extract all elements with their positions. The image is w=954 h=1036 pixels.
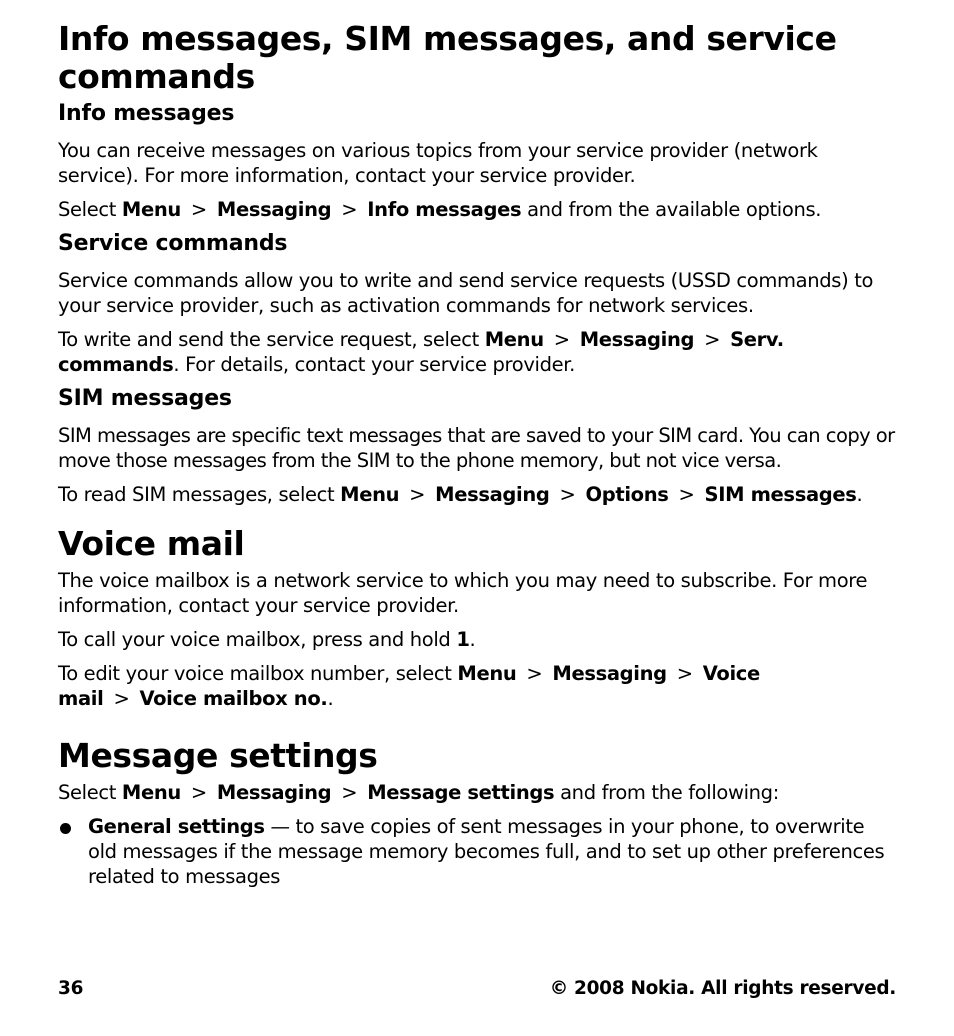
info-messages-text: You can receive messages on various topics from your service provider (network service). For more information, contact your service provider. xyxy=(58,139,818,187)
path-separator: > xyxy=(341,781,358,804)
message-settings-path: Select Menu > Messaging > Message settings and from the following: xyxy=(58,781,779,804)
path-step: Menu xyxy=(121,198,181,221)
page-footer xyxy=(58,978,896,999)
copyright-notice: © 2008 Nokia. All rights reserved. xyxy=(549,978,896,999)
list-item xyxy=(58,814,898,889)
section-title-voice-mail: Voice mail xyxy=(58,524,245,563)
sim-messages-path: To read SIM messages, select Menu > Messaging > Options > SIM messages. xyxy=(58,483,863,506)
path-separator: > xyxy=(341,198,358,221)
bullet-icon xyxy=(60,823,71,834)
list-item-description: — to save copies of sent messages in your phone, to overwrite old messages if the message memory becomes full, and to set up other preferences related to messages xyxy=(88,815,885,888)
section-title-message-settings: Message settings xyxy=(58,736,378,775)
path-separator: > xyxy=(409,483,426,506)
path-step: Menu xyxy=(457,662,517,685)
voice-mail-edit-path: To edit your voice mailbox number, select Menu > Messaging > Voice mail > Voice mailbox no.. xyxy=(58,662,760,710)
path-separator: > xyxy=(678,483,695,506)
path-step: SIM messages xyxy=(704,483,857,506)
path-step: Menu xyxy=(121,781,181,804)
service-commands-text: Service commands allow you to write and send service requests (USSD commands) to your service provider, such as activation commands for network services. xyxy=(58,269,874,317)
service-commands-path: To write and send the service request, select Menu > Messaging > Serv. commands. For details, contact your service provider. xyxy=(58,328,784,376)
settings-list xyxy=(58,814,898,889)
voice-mail-call: To call your voice mailbox, press and hold 1. xyxy=(58,628,476,651)
path-step: Messaging xyxy=(216,198,332,221)
path-step: Menu xyxy=(484,328,544,351)
path-separator: > xyxy=(553,328,570,351)
section-title-info-sim-service: Info messages, SIM messages, and service commands xyxy=(58,19,837,96)
page-content xyxy=(58,20,898,889)
path-step: Message settings xyxy=(367,781,555,804)
key-label: 1 xyxy=(456,628,470,651)
path-step: Voice mail xyxy=(58,662,760,710)
path-separator: > xyxy=(113,687,130,710)
path-separator: > xyxy=(676,662,693,685)
subheading-sim-messages: SIM messages xyxy=(58,386,232,411)
sim-messages-text: SIM messages are specific text messages that are saved to your SIM card. You can copy or move those messages from the SIM to the phone memory, but not vice versa. xyxy=(58,424,895,472)
path-step: Messaging xyxy=(552,662,667,685)
path-step: Options xyxy=(585,483,669,506)
path-step: Voice mailbox no. xyxy=(139,687,328,710)
list-item-term: General settings xyxy=(88,815,265,838)
path-step: Menu xyxy=(340,483,400,506)
subheading-service-commands: Service commands xyxy=(58,231,288,256)
path-separator: > xyxy=(526,662,543,685)
path-step: Info messages xyxy=(367,198,522,221)
path-step: Messaging xyxy=(579,328,695,351)
path-separator: > xyxy=(190,781,207,804)
page-number: 36 xyxy=(58,978,84,999)
path-step: Messaging xyxy=(435,483,550,506)
path-separator: > xyxy=(559,483,576,506)
path-step: Messaging xyxy=(216,781,332,804)
subheading-info-messages: Info messages xyxy=(58,101,235,126)
path-step: Serv. commands xyxy=(58,328,784,376)
voice-mail-text: The voice mailbox is a network service to which you may need to subscribe. For more information, contact your service provider. xyxy=(58,569,868,617)
info-messages-path: Select Menu > Messaging > Info messages and from the available options. xyxy=(58,198,822,221)
path-separator: > xyxy=(190,198,207,221)
path-separator: > xyxy=(704,328,721,351)
